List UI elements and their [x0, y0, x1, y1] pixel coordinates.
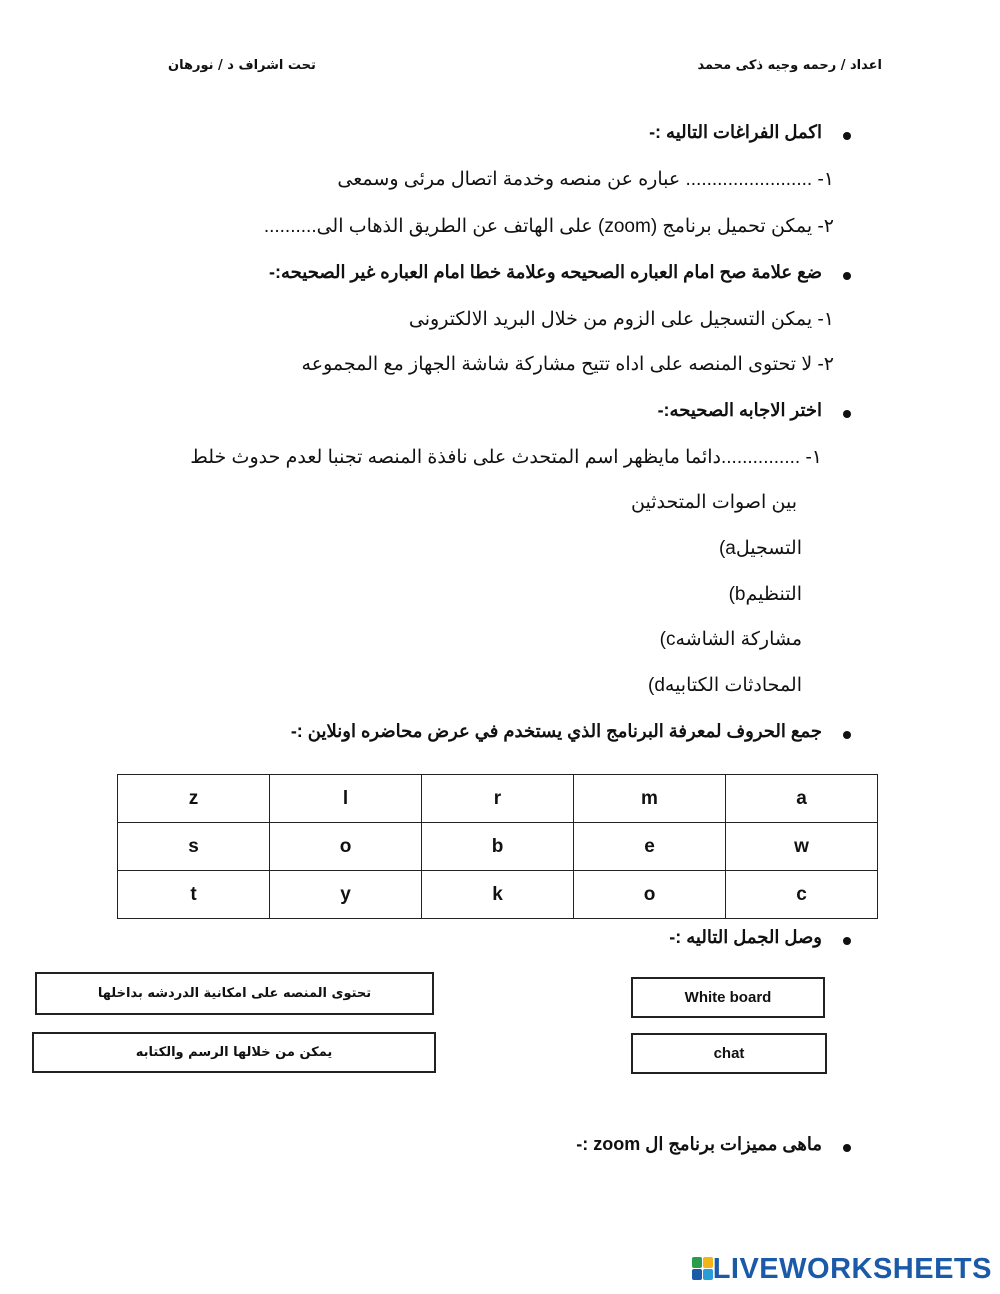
section3-title: اختر الاجابه الصحيحه:- — [657, 400, 822, 420]
section1-title: اكمل الفراغات التاليه :- — [649, 122, 822, 142]
mcq-question-line1: ١- ...............دائما مايظهر اسم المتحدث على نافذة المنصه تجنبا لعدم حدوث خلط — [190, 447, 822, 468]
mcq-option-c: مشاركة الشاشهc) — [659, 629, 802, 650]
true-false-item-1: ١- يمكن التسجيل على الزوم من خلال البريد الالكترونى — [408, 309, 834, 330]
table-row — [118, 823, 878, 871]
letter-grid — [117, 774, 878, 919]
bullet-icon — [843, 1144, 851, 1152]
section2-title: ضع علامة صح امام العباره الصحيحه وعلامة خطا امام العباره غير الصحيحه:- — [269, 262, 822, 282]
true-false-item-2: ٢- لا تحتوى المنصه على اداه تتيح مشاركة شاشة الجهاز مع المجموعه — [301, 354, 834, 375]
bullet-icon — [843, 731, 851, 739]
mcq-option-d: المحادثات الكتابيهd) — [647, 675, 802, 696]
match-term-whiteboard[interactable]: White board — [631, 977, 825, 1018]
bullet-icon — [843, 132, 851, 140]
bullet-icon — [843, 937, 851, 945]
fill-blank-item-1: ١- ........................ عباره عن منصه وخدمة اتصال مرئى وسمعى — [337, 169, 834, 190]
mcq-option-a: التسجيلa) — [718, 538, 802, 559]
grid-cell: r — [422, 775, 574, 823]
grid-cell: t — [118, 871, 270, 919]
match-term-chat[interactable]: chat — [631, 1033, 827, 1074]
grid-cell: o — [270, 823, 422, 871]
grid-cell: c — [726, 871, 878, 919]
mcq-option-b: التنظيمb) — [728, 584, 802, 605]
mcq-question-line2: بين اصوات المتحدثين — [631, 492, 797, 513]
grid-cell: s — [118, 823, 270, 871]
grid-cell: z — [118, 775, 270, 823]
grid-cell: k — [422, 871, 574, 919]
grid-cell: o — [574, 871, 726, 919]
match-definition-2[interactable]: يمكن من خلالها الرسم والكتابه — [32, 1032, 436, 1073]
section6-title: ماهى مميزات برنامج ال zoom :- — [576, 1134, 822, 1154]
table-row — [118, 775, 878, 823]
supervisor-credit: تحت اشراف د / نورهان — [168, 58, 316, 73]
liveworksheets-logo[interactable] — [692, 1252, 992, 1286]
grid-cell: y — [270, 871, 422, 919]
logo-text: LIVEWORKSHEETS — [712, 1252, 992, 1285]
logo-icon — [692, 1257, 709, 1281]
grid-cell: w — [726, 823, 878, 871]
grid-cell: e — [574, 823, 726, 871]
grid-cell: m — [574, 775, 726, 823]
fill-blank-item-2: ٢- يمكن تحميل برنامج (zoom) على الهاتف عن الطريق الذهاب الى.......... — [263, 216, 834, 237]
grid-cell: b — [422, 823, 574, 871]
grid-cell: a — [726, 775, 878, 823]
table-row — [118, 871, 878, 919]
bullet-icon — [843, 410, 851, 418]
section4-title: جمع الحروف لمعرفة البرنامج الذي يستخدم في عرض محاضره اونلاين :- — [290, 721, 822, 741]
match-definition-1[interactable]: تحتوى المنصه على امكانية الدردشه بداخلها — [35, 972, 434, 1015]
bullet-icon — [843, 272, 851, 280]
grid-cell: l — [270, 775, 422, 823]
section5-title: وصل الجمل التاليه :- — [669, 927, 822, 947]
author-credit: اعداد / رحمه وجيه ذكى محمد — [697, 58, 882, 73]
